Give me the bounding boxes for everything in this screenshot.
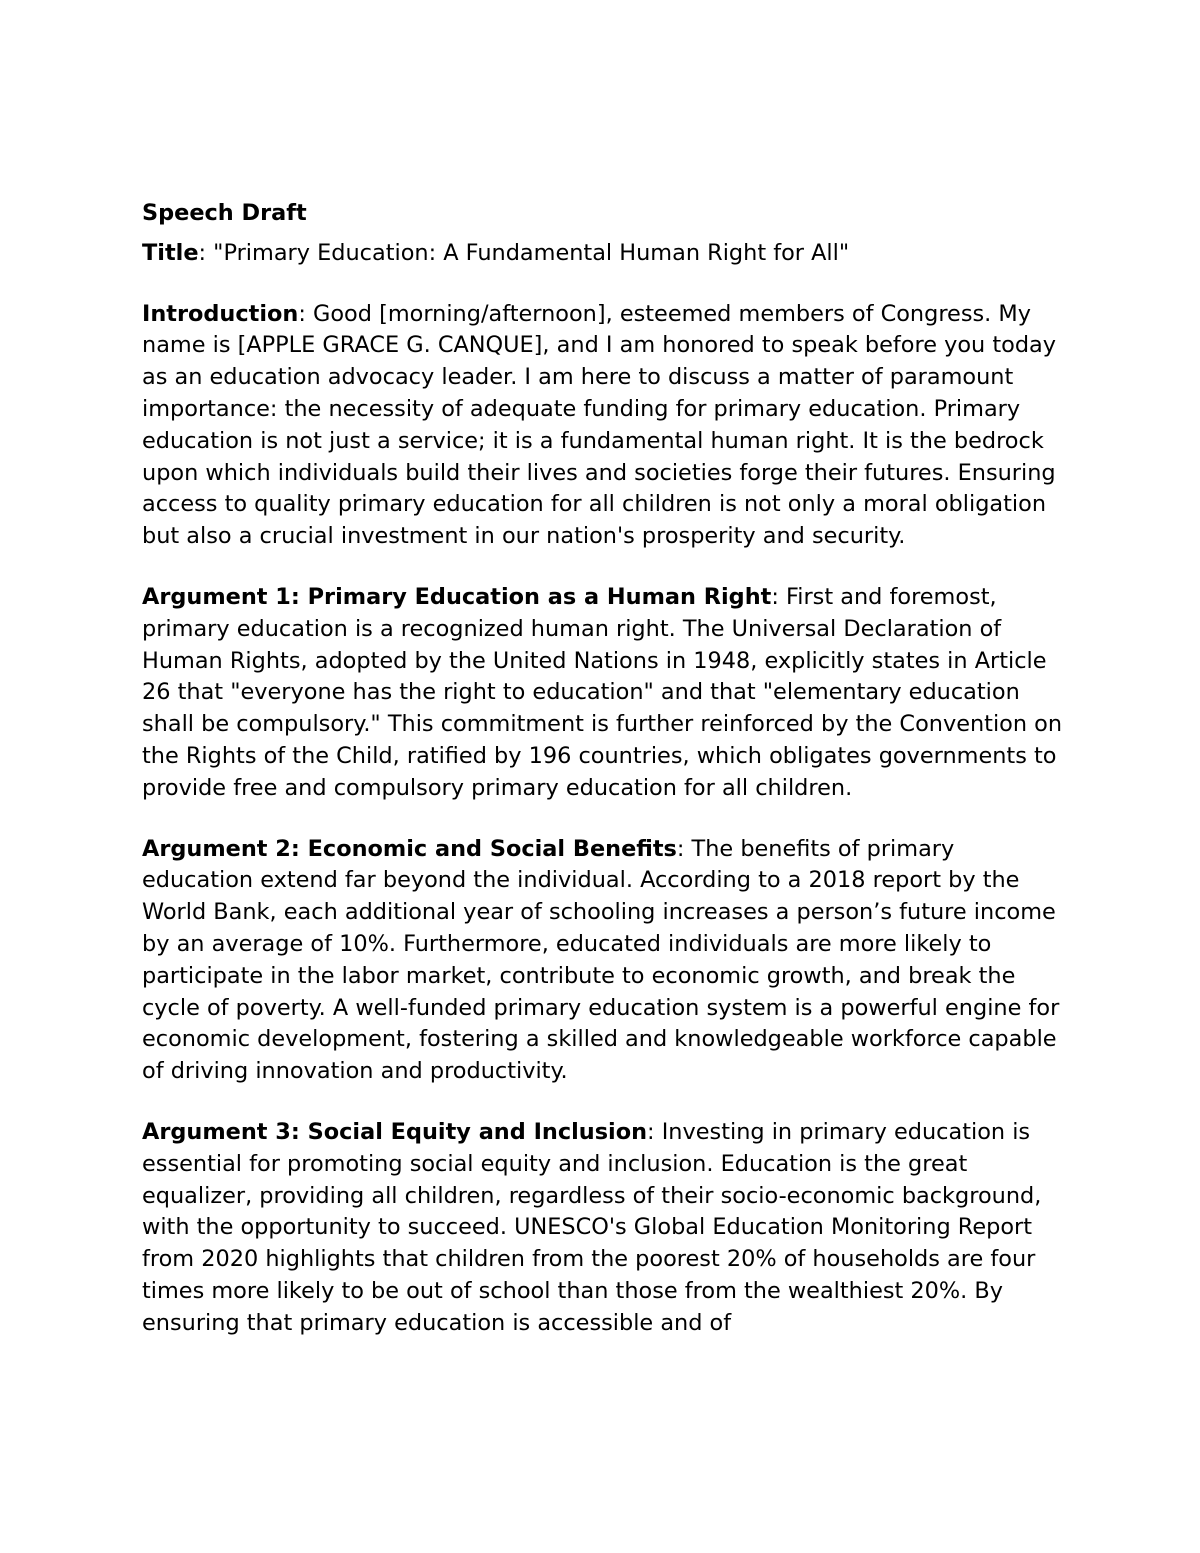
introduction-label: Introduction: [142, 300, 299, 327]
title-text: : "Primary Education: A Fundamental Human Right for All": [198, 239, 850, 266]
introduction-text: : Good [morning/afternoon], esteemed members of Congress. My name is [APPLE GRACE G. CANQUE], and I am honored to speak before you today as an education advocacy leader. I am here to discuss a matter of paramount importance: the necessity of adequate funding for primary education. Primary education is not just a service; it is a fundamental human right. It is the bedrock upon which individuals build their lives and societies forge their futures. Ensuring access to quality primary education for all children is not only a moral obligation but also a crucial investment in our nation's prosperity and security.: [142, 300, 1057, 550]
argument-1-paragraph: [142, 582, 1064, 805]
argument-1-text: : First and foremost, primary education is a recognized human right. The Universal Declaration of Human Rights, adopted by the United Nations in 1948, explicitly states in Article 26 that "everyone has the right to education" and that "elementary education shall be compulsory." This commitment is further reinforced by the Convention on the Rights of the Child, ratified by 196 countries, which obligates governments to provide free and compulsory primary education for all children.: [142, 583, 1063, 801]
argument-2-paragraph: [142, 834, 1064, 1088]
argument-3-label: Argument 3: Social Equity and Inclusion: [142, 1118, 648, 1145]
argument-3-text: : Investing in primary education is essential for promoting social equity and inclusion. Education is the great equalizer, providing all children, regardless of their socio-economic background, with the opportunity to succeed. UNESCO's Global Education Monitoring Report from 2020 highlights that children from the poorest 20% of households are four times more likely to be out of school than those from the wealthiest 20%. By ensuring that primary education is accessible and of: [142, 1118, 1042, 1336]
title-label: Title: [142, 239, 199, 266]
argument-2-text: : The benefits of primary education extend far beyond the individual. According to a 2018 report by the World Bank, each additional year of schooling increases a person’s future income by an average of 10%. Furthermore, educated individuals are more likely to participate in the labor market, contribute to economic growth, and break the cycle of poverty. A well-funded primary education system is a powerful engine for economic development, fostering a skilled and knowledgeable workforce capable of driving innovation and productivity.: [142, 835, 1060, 1085]
document-heading: Speech Draft: [142, 200, 307, 226]
introduction-paragraph: [142, 299, 1064, 553]
argument-3-paragraph: [142, 1117, 1064, 1340]
document-body: [142, 198, 1064, 1369]
argument-1-label: Argument 1: Primary Education as a Human Right: [142, 583, 772, 610]
argument-2-label: Argument 2: Economic and Social Benefits: [142, 835, 677, 862]
title-paragraph: [142, 238, 1064, 270]
